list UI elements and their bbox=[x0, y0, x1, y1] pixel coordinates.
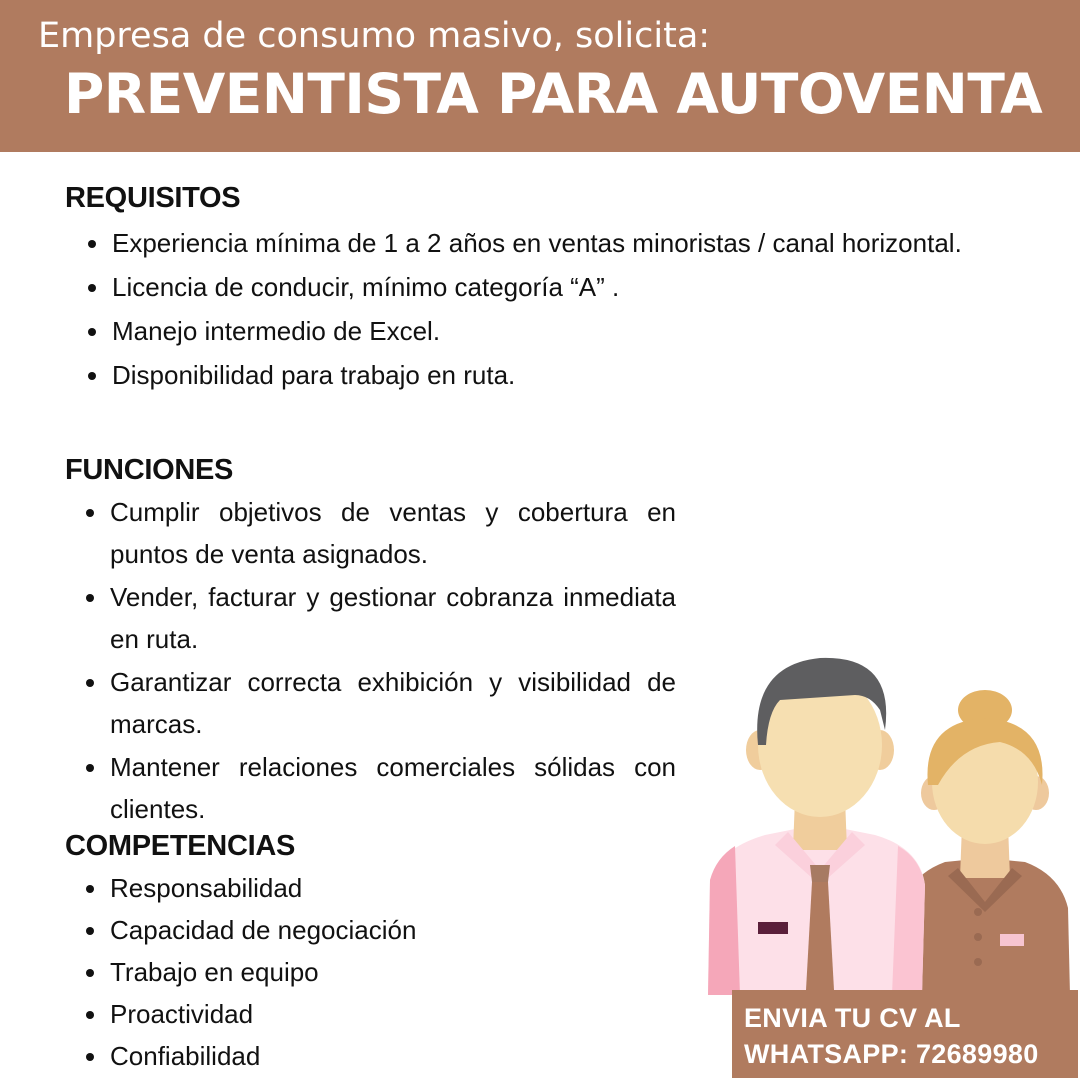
list-item: Garantizar correcta exhibición y visibilidad de marcas. bbox=[86, 661, 676, 745]
list-item: Confiabilidad bbox=[86, 1035, 646, 1077]
list-item: Manejo intermedio de Excel. bbox=[88, 310, 993, 352]
list-item: Mantener relaciones comerciales sólidas con clientes. bbox=[86, 746, 676, 830]
funciones-heading: FUNCIONES bbox=[65, 454, 234, 486]
list-item: Capacidad de negociación bbox=[86, 909, 646, 951]
requisitos-heading: REQUISITOS bbox=[65, 182, 241, 214]
header-subtitle: Empresa de consumo masivo, solicita: bbox=[38, 16, 711, 56]
page-title: PREVENTISTA PARA AUTOVENTA bbox=[64, 62, 1043, 126]
header-banner bbox=[0, 0, 1080, 152]
cta-banner bbox=[732, 990, 1078, 1078]
list-item: Vender, facturar y gestionar cobranza inmediata en ruta. bbox=[86, 576, 676, 660]
list-item: Trabajo en equipo bbox=[86, 951, 646, 993]
two-workers-icon bbox=[700, 650, 1080, 995]
list-item: Experiencia mínima de 1 a 2 años en ventas minoristas / canal horizontal. bbox=[88, 222, 993, 264]
woman-figure bbox=[905, 690, 1070, 995]
funciones-list bbox=[86, 491, 676, 831]
list-item: Licencia de conducir, mínimo categoría “A” . bbox=[88, 266, 993, 308]
list-item: Proactividad bbox=[86, 993, 646, 1035]
competencias-list bbox=[86, 867, 646, 1077]
cta-line-1: ENVIA TU CV AL bbox=[744, 1003, 961, 1033]
list-item: Cumplir objetivos de ventas y cobertura en puntos de venta asignados. bbox=[86, 491, 676, 575]
list-item: Responsabilidad bbox=[86, 867, 646, 909]
cta-whatsapp: WHATSAPP: 72689980 bbox=[744, 1039, 1039, 1069]
man-figure bbox=[708, 658, 925, 995]
competencias-heading: COMPETENCIAS bbox=[65, 830, 296, 862]
requisitos-list bbox=[88, 222, 993, 398]
list-item: Disponibilidad para trabajo en ruta. bbox=[88, 354, 993, 396]
